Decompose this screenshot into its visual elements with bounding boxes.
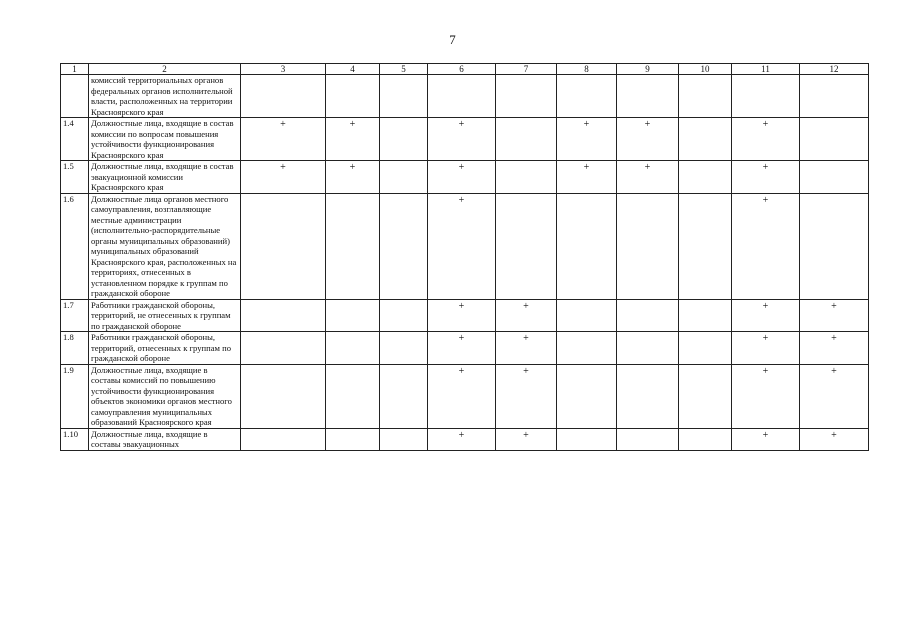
row-description: Должностные лица органов местного самоуправления, возглавляющие местные администрации (исполнительно-распорядительные органы муниципальных образований) муниципальных образований Красноярского края, расположенных на территориях, отнесенных в установленном порядке к группам по гражданской обороне xyxy=(89,193,241,299)
mark-cell: + xyxy=(800,332,869,365)
mark-cell xyxy=(800,193,869,299)
page-number: 7 xyxy=(449,32,456,47)
row-description: Должностные лица, входящие в составы комиссий по повышению устойчивости функционирования объектов экономики органов местного самоуправления муниципальных образований Красноярского края xyxy=(89,364,241,428)
mark-cell xyxy=(380,299,428,332)
table-row xyxy=(61,161,869,194)
mark-cell xyxy=(380,161,428,194)
table-row xyxy=(61,118,869,161)
mark-cell: + xyxy=(496,428,557,450)
mark-cell xyxy=(326,332,380,365)
mark-cell xyxy=(380,332,428,365)
mark-cell: + xyxy=(732,364,800,428)
mark-cell: + xyxy=(732,193,800,299)
mark-cell xyxy=(326,75,380,118)
mark-cell xyxy=(557,299,617,332)
row-number: 1.5 xyxy=(61,161,89,194)
mark-cell xyxy=(800,118,869,161)
table-body xyxy=(61,75,869,451)
row-description: Работники гражданской обороны, территорий, отнесенных к группам по гражданской обороне xyxy=(89,332,241,365)
column-header: 3 xyxy=(241,64,326,75)
mark-cell: + xyxy=(732,299,800,332)
mark-cell: + xyxy=(800,428,869,450)
mark-cell: + xyxy=(557,161,617,194)
mark-cell: + xyxy=(241,161,326,194)
mark-cell xyxy=(241,299,326,332)
mark-cell: + xyxy=(428,161,496,194)
column-header: 11 xyxy=(732,64,800,75)
mark-cell: + xyxy=(732,332,800,365)
mark-cell: + xyxy=(496,299,557,332)
mark-cell xyxy=(617,75,679,118)
mark-cell xyxy=(557,75,617,118)
mark-cell xyxy=(557,332,617,365)
mark-cell: + xyxy=(428,118,496,161)
mark-cell xyxy=(617,428,679,450)
row-number xyxy=(61,75,89,118)
mark-cell: + xyxy=(617,118,679,161)
mark-cell: + xyxy=(800,364,869,428)
mark-cell xyxy=(617,364,679,428)
mark-cell: + xyxy=(732,428,800,450)
mark-cell: + xyxy=(496,332,557,365)
mark-cell xyxy=(679,299,732,332)
mark-cell xyxy=(326,299,380,332)
row-number: 1.6 xyxy=(61,193,89,299)
mark-cell: + xyxy=(617,161,679,194)
mark-cell xyxy=(617,193,679,299)
mark-cell xyxy=(380,364,428,428)
mark-cell: + xyxy=(800,299,869,332)
table-row xyxy=(61,428,869,450)
mark-cell xyxy=(557,364,617,428)
mark-cell: + xyxy=(428,428,496,450)
mark-cell: + xyxy=(241,118,326,161)
column-header: 9 xyxy=(617,64,679,75)
mark-cell: + xyxy=(496,364,557,428)
row-number: 1.7 xyxy=(61,299,89,332)
mark-cell xyxy=(241,75,326,118)
column-header: 7 xyxy=(496,64,557,75)
column-header: 12 xyxy=(800,64,869,75)
mark-cell: + xyxy=(428,299,496,332)
row-number: 1.10 xyxy=(61,428,89,450)
row-description: Должностные лица, входящие в составы эвакуационных xyxy=(89,428,241,450)
column-header: 5 xyxy=(380,64,428,75)
row-description: комиссий территориальных органов федеральных органов исполнительной власти, расположенных на территории Красноярского края xyxy=(89,75,241,118)
mark-cell xyxy=(679,75,732,118)
table-row xyxy=(61,299,869,332)
mark-cell xyxy=(380,118,428,161)
mark-cell: + xyxy=(732,161,800,194)
row-number: 1.4 xyxy=(61,118,89,161)
row-number: 1.9 xyxy=(61,364,89,428)
mark-cell xyxy=(800,161,869,194)
mark-cell xyxy=(326,364,380,428)
table-row xyxy=(61,193,869,299)
column-header: 10 xyxy=(679,64,732,75)
mark-cell xyxy=(496,118,557,161)
table-row xyxy=(61,75,869,118)
mark-cell xyxy=(326,193,380,299)
mark-cell xyxy=(241,332,326,365)
mark-cell: + xyxy=(428,193,496,299)
column-header: 8 xyxy=(557,64,617,75)
mark-cell xyxy=(326,428,380,450)
mark-cell: + xyxy=(557,118,617,161)
mark-cell xyxy=(679,364,732,428)
mark-cell xyxy=(679,428,732,450)
mark-cell xyxy=(241,364,326,428)
mark-cell xyxy=(679,193,732,299)
mark-cell: + xyxy=(732,118,800,161)
mark-cell xyxy=(732,75,800,118)
mark-cell xyxy=(496,75,557,118)
mark-cell xyxy=(617,299,679,332)
mark-cell xyxy=(241,428,326,450)
mark-cell xyxy=(380,428,428,450)
data-table xyxy=(60,63,869,451)
mark-cell xyxy=(241,193,326,299)
mark-cell xyxy=(557,193,617,299)
mark-cell xyxy=(496,161,557,194)
mark-cell: + xyxy=(428,332,496,365)
row-description: Должностные лица, входящие в состав эвакуационной комиссии Красноярского края xyxy=(89,161,241,194)
mark-cell xyxy=(428,75,496,118)
mark-cell xyxy=(557,428,617,450)
mark-cell: + xyxy=(326,118,380,161)
mark-cell xyxy=(800,75,869,118)
header-row xyxy=(61,64,869,75)
table-row xyxy=(61,364,869,428)
row-number: 1.8 xyxy=(61,332,89,365)
mark-cell xyxy=(679,118,732,161)
mark-cell xyxy=(496,193,557,299)
column-header: 6 xyxy=(428,64,496,75)
column-header: 1 xyxy=(61,64,89,75)
mark-cell xyxy=(380,75,428,118)
mark-cell: + xyxy=(326,161,380,194)
row-description: Должностные лица, входящие в состав комиссии по вопросам повышения устойчивости функционирования Красноярского края xyxy=(89,118,241,161)
row-description: Работники гражданской обороны, территорий, не отнесенных к группам по гражданской обороне xyxy=(89,299,241,332)
mark-cell xyxy=(380,193,428,299)
mark-cell xyxy=(679,161,732,194)
column-header: 4 xyxy=(326,64,380,75)
mark-cell: + xyxy=(428,364,496,428)
column-header: 2 xyxy=(89,64,241,75)
mark-cell xyxy=(617,332,679,365)
table-row xyxy=(61,332,869,365)
mark-cell xyxy=(679,332,732,365)
